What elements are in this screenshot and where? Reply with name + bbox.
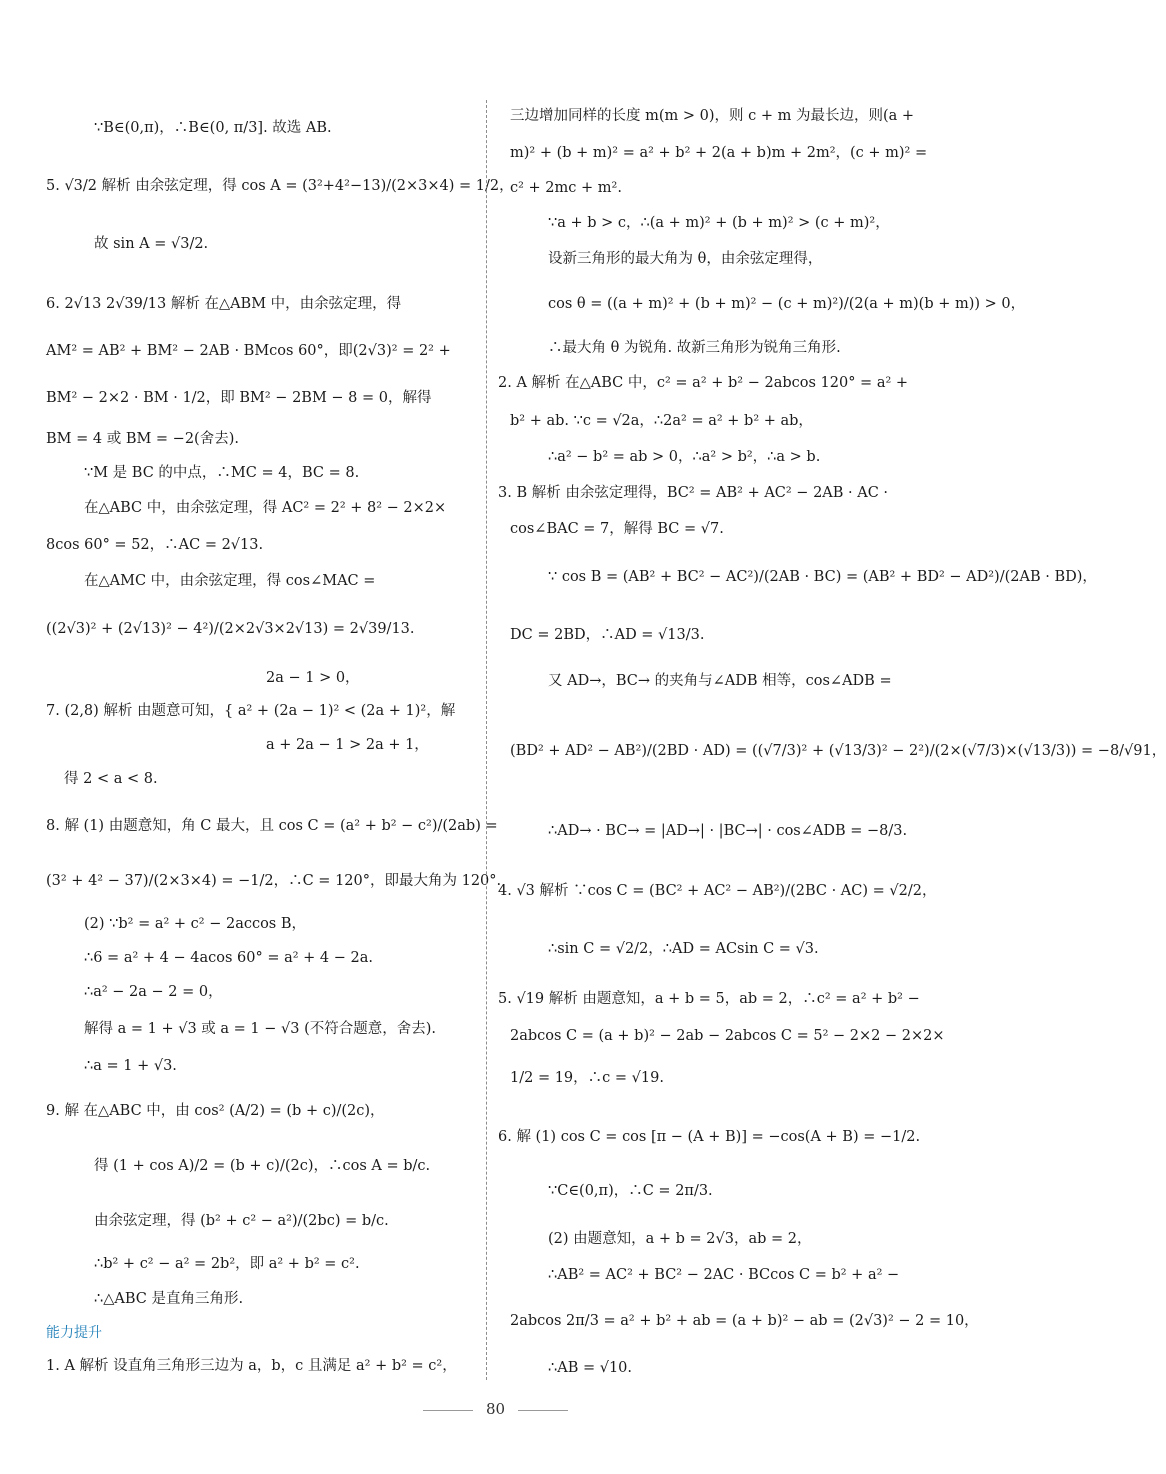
text-line: (2) ∵b² = a² + c² − 2accos B， <box>84 916 307 932</box>
answer-2: 2. A 解析 在△ABC 中，c² = a² + b² − 2abcos 120° = a² + <box>498 375 909 391</box>
text-line: 8cos 60° = 52，∴AC = 2√13. <box>46 537 264 553</box>
text-line: ∴AB² = AC² + BC² − 2AC · BCcos C = b² + a² − <box>548 1267 900 1283</box>
text-line: 在△AMC 中，由余弦定理，得 cos∠MAC = <box>84 573 376 589</box>
text-line: ∴a² − b² = ab > 0，∴a² > b²，∴a > b. <box>548 449 821 465</box>
text-line: m)² + (b + m)² = a² + b² + 2(a + b)m + 2m²，(c + m)² = <box>510 145 928 161</box>
text-line: 解得 a = 1 + √3 或 a = 1 − √3 (不符合题意，舍去). <box>84 1021 436 1037</box>
text-line: (BD² + AD² − AB²)/(2BD · AD) = ((√7/3)² + (√13/3)² − 2²)/(2×(√7/3)×(√13/3)) = −8/√91， <box>510 743 1166 759</box>
text-line: ∵C∈(0,π)，∴C = 2π/3. <box>548 1183 713 1199</box>
page-number: 80 <box>485 1400 506 1418</box>
text-line: a + 2a − 1 > 2a + 1， <box>266 737 429 753</box>
text-line: ∴AB = √10. <box>548 1360 633 1376</box>
answer-8: 8. 解 (1) 由题意知，角 C 最大，且 cos C = (a² + b² − c²)/(2ab) = <box>46 818 498 834</box>
text-line: ∴b² + c² − a² = 2b²，即 a² + b² = c². <box>94 1256 360 1272</box>
answer-6b: 6. 解 (1) cos C = cos [π − (A + B)] = −cos(A + B) = −1/2. <box>498 1129 921 1145</box>
answer-5b: 5. √19 解析 由题意知，a + b = 5，ab = 2，∴c² = a² + b² − <box>498 991 920 1007</box>
text-line: ∵B∈(0,π)，∴B∈(0, π/3]. 故选 AB. <box>94 120 332 136</box>
answer-9: 9. 解 在△ABC 中，由 cos² (A/2) = (b + c)/(2c)， <box>46 1103 385 1119</box>
text-line: ∵a + b > c，∴(a + m)² + (b + m)² > (c + m)²， <box>548 215 890 231</box>
text-line: 2a − 1 > 0， <box>266 670 360 686</box>
answer-1: 1. A 解析 设直角三角形三边为 a，b，c 且满足 a² + b² = c²， <box>46 1358 457 1374</box>
text-line: (2) 由题意知，a + b = 2√3，ab = 2， <box>548 1231 812 1247</box>
answer-6: 6. 2√13 2√39/13 解析 在△ABM 中，由余弦定理，得 <box>46 296 402 312</box>
text-line: 1/2 = 19，∴c = √19. <box>510 1070 664 1086</box>
text-line: ∴a = 1 + √3. <box>84 1058 177 1074</box>
text-line: 得 2 < a < 8. <box>64 771 158 787</box>
text-line: cos θ = ((a + m)² + (b + m)² − (c + m)²)/(2(a + m)(b + m)) > 0， <box>548 296 1026 312</box>
column-divider <box>486 100 487 1380</box>
text-line: 得 (1 + cos A)/2 = (b + c)/(2c)，∴cos A = b/c. <box>94 1158 431 1174</box>
text-line: AM² = AB² + BM² − 2AB · BMcos 60°，即(2√3)² = 2² + <box>46 343 451 359</box>
answer-3: 3. B 解析 由余弦定理得，BC² = AB² + AC² − 2AB · AC · <box>498 485 889 501</box>
footer-rule <box>518 1410 568 1411</box>
text-line: ∴a² − 2a − 2 = 0， <box>84 984 223 1000</box>
text-line: DC = 2BD，∴AD = √13/3. <box>510 627 705 643</box>
text-line: BM² − 2×2 · BM · 1/2，即 BM² − 2BM − 8 = 0，解得 <box>46 390 432 406</box>
text-line: 又 AD→，BC→ 的夹角与∠ADB 相等，cos∠ADB = <box>548 673 892 689</box>
text-line: 2abcos 2π/3 = a² + b² + ab = (a + b)² − ab = (2√3)² − 2 = 10， <box>510 1313 979 1329</box>
text-line: 三边增加同样的长度 m(m > 0)，则 c + m 为最长边，则(a + <box>510 108 915 124</box>
text-line: ∵ cos B = (AB² + BC² − AC²)/(2AB · BC) = (AB² + BD² − AD²)/(2AB · BD)， <box>548 569 1097 585</box>
text-line: 由余弦定理，得 (b² + c² − a²)/(2bc) = b/c. <box>94 1213 389 1229</box>
text-line: c² + 2mc + m². <box>510 180 622 196</box>
text-line: BM = 4 或 BM = −2(舍去). <box>46 431 239 447</box>
answer-5: 5. √3/2 解析 由余弦定理，得 cos A = (3²+4²−13)/(2×3×4) = 1/2， <box>46 178 514 194</box>
answer-4: 4. √3 解析 ∵cos C = (BC² + AC² − AB²)/(2BC · AC) = √2/2， <box>498 883 937 899</box>
text-line: ∴AD→ · BC→ = |AD→| · |BC→| · cos∠ADB = −8/3. <box>548 823 908 839</box>
text-line: 故 sin A = √3/2. <box>94 236 209 252</box>
text-line: ∴sin C = √2/2，∴AD = ACsin C = √3. <box>548 941 819 957</box>
text-line: (3² + 4² − 37)/(2×3×4) = −1/2，∴C = 120°，即最大角为 120°. <box>46 873 502 889</box>
text-line: cos∠BAC = 7，解得 BC = √7. <box>510 521 724 537</box>
text-line: ((2√3)² + (2√13)² − 4²)/(2×2√3×2√13) = 2√39/13. <box>46 621 415 637</box>
text-line: 2abcos C = (a + b)² − 2ab − 2abcos C = 5² − 2×2 − 2×2× <box>510 1028 945 1044</box>
text-line: ∴6 = a² + 4 − 4acos 60° = a² + 4 − 2a. <box>84 950 373 966</box>
text-line: ∵M 是 BC 的中点，∴MC = 4，BC = 8. <box>84 465 360 481</box>
section-heading: 能力提升 <box>46 1325 102 1341</box>
text-line: 在△ABC 中，由余弦定理，得 AC² = 2² + 8² − 2×2× <box>84 500 447 516</box>
text-line: ∴△ABC 是直角三角形. <box>94 1291 244 1307</box>
text-line: b² + ab. ∵c = √2a，∴2a² = a² + b² + ab， <box>510 413 813 429</box>
text-line: ∴最大角 θ 为锐角. 故新三角形为锐角三角形. <box>548 340 841 356</box>
footer-rule <box>423 1410 473 1411</box>
page-footer <box>0 1400 991 1418</box>
answer-7: 7. (2,8) 解析 由题意可知，{ a² + (2a − 1)² < (2a + 1)²，解 <box>46 703 456 719</box>
text-line: 设新三角形的最大角为 θ，由余弦定理得， <box>548 251 823 267</box>
